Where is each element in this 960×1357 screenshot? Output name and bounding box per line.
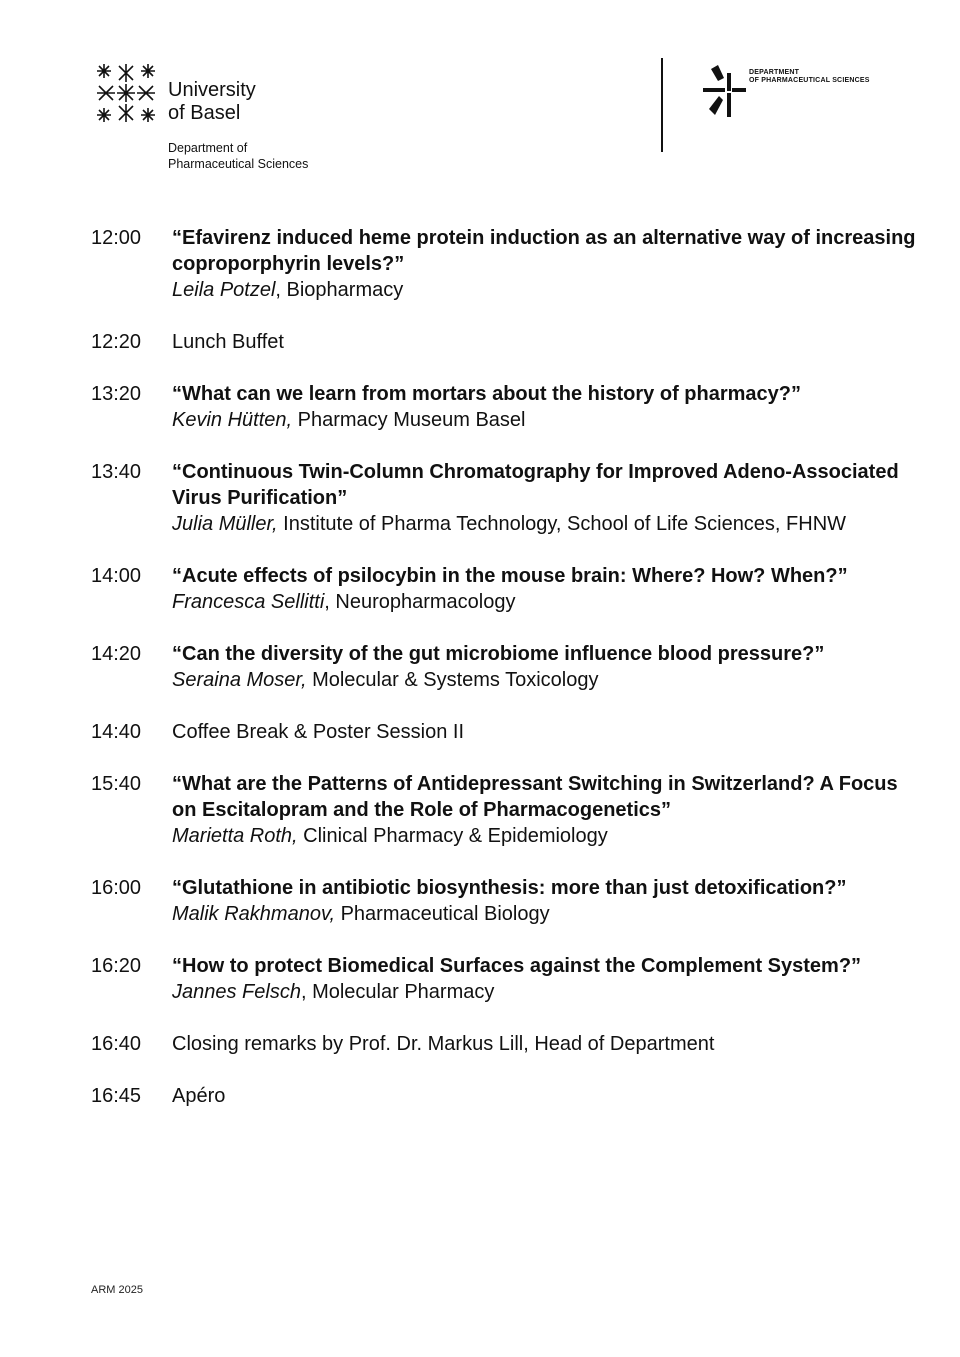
talk-speaker-line	[172, 979, 921, 1005]
department-logo-text-line1: DEPARTMENT	[749, 69, 800, 76]
speaker-name: Seraina Moser,	[172, 669, 307, 691]
entry-time: 13:40	[91, 461, 142, 483]
speaker-name: Julia Müller,	[172, 513, 278, 535]
speaker-name: Francesca Sellitti	[172, 591, 325, 613]
schedule-entry	[91, 1083, 921, 1109]
entry-body	[172, 771, 921, 849]
entry-time: 14:20	[91, 643, 142, 665]
university-logo-icon	[95, 62, 157, 124]
department-logo-icon	[703, 63, 755, 119]
speaker-name: Jannes Felsch	[172, 981, 301, 1003]
department-logo-text	[749, 69, 870, 85]
speaker-name: Malik Rakhmanov,	[172, 903, 336, 925]
talk-title: “Continuous Twin-Column Chromatography for Improved Adeno-Associated Virus Purification”	[172, 461, 899, 509]
speaker-affiliation: Molecular & Systems Toxicology	[306, 669, 599, 691]
footer-label: ARM 2025	[91, 1284, 143, 1296]
entry-time: 14:40	[91, 721, 142, 743]
talk-title: “What are the Patterns of Antidepressant Switching in Switzerland? A Focus on Escitalopram and the Role of Pharmacogenetics”	[172, 773, 898, 821]
entry-body	[172, 641, 921, 693]
entry-text: Apéro	[172, 1085, 226, 1107]
speaker-affiliation: , Molecular Pharmacy	[300, 981, 495, 1003]
talk-speaker-line	[172, 823, 921, 849]
schedule-entry	[91, 953, 921, 1005]
entry-text: Lunch Buffet	[172, 331, 284, 353]
speaker-name: Kevin Hütten,	[172, 409, 293, 431]
speaker-name: Leila Potzel	[172, 279, 276, 301]
talk-title: “Acute effects of psilocybin in the mouse brain: Where? How? When?”	[172, 565, 848, 587]
entry-time: 14:00	[91, 565, 142, 587]
entry-time: 16:00	[91, 877, 142, 899]
entry-time: 15:40	[91, 773, 142, 795]
schedule-list	[91, 225, 921, 1135]
schedule-entry	[91, 381, 921, 433]
schedule-entry	[91, 875, 921, 927]
entry-body	[172, 459, 921, 537]
university-name-line1: University	[168, 79, 256, 101]
talk-title: “Can the diversity of the gut microbiome influence blood pressure?”	[172, 643, 825, 665]
department-label-line2: Pharmaceutical Sciences	[168, 157, 309, 171]
talk-speaker-line	[172, 277, 921, 303]
speaker-affiliation: Institute of Pharma Technology, School of Life Sciences, FHNW	[277, 513, 847, 535]
talk-speaker-line	[172, 589, 921, 615]
header-divider	[661, 58, 663, 152]
speaker-affiliation: Pharmaceutical Biology	[335, 903, 550, 925]
entry-time: 16:45	[91, 1085, 142, 1107]
department-label	[168, 140, 308, 172]
entry-body	[172, 953, 921, 1005]
entry-body	[172, 225, 921, 303]
schedule-entry	[91, 459, 921, 537]
talk-title: “How to protect Biomedical Surfaces against the Complement System?”	[172, 955, 862, 977]
entry-time: 12:00	[91, 227, 142, 249]
talk-title: “What can we learn from mortars about the history of pharmacy?”	[172, 383, 802, 405]
talk-speaker-line	[172, 901, 921, 927]
speaker-affiliation: , Biopharmacy	[275, 279, 404, 301]
university-name-line2: of Basel	[168, 102, 241, 124]
entry-time: 16:40	[91, 1033, 142, 1055]
talk-speaker-line	[172, 667, 921, 693]
department-label-line1: Department of	[168, 141, 248, 155]
speaker-name: Marietta Roth,	[172, 825, 298, 847]
entry-body	[172, 875, 921, 927]
speaker-affiliation: , Neuropharmacology	[324, 591, 516, 613]
talk-speaker-line	[172, 407, 921, 433]
entry-body	[172, 381, 921, 433]
schedule-entry	[91, 563, 921, 615]
entry-time: 16:20	[91, 955, 142, 977]
schedule-entry	[91, 771, 921, 849]
talk-speaker-line	[172, 511, 921, 537]
speaker-affiliation: Clinical Pharmacy & Epidemiology	[297, 825, 608, 847]
schedule-entry	[91, 1031, 921, 1057]
entry-text: Coffee Break & Poster Session II	[172, 721, 465, 743]
schedule-entry	[91, 329, 921, 355]
schedule-entry	[91, 719, 921, 745]
talk-title: “Glutathione in antibiotic biosynthesis: more than just detoxification?”	[172, 877, 847, 899]
talk-title: “Efavirenz induced heme protein induction as an alternative way of increasing coproporphyrin levels?”	[172, 227, 916, 275]
entry-text: Closing remarks by Prof. Dr. Markus Lill, Head of Department	[172, 1033, 715, 1055]
schedule-entry	[91, 641, 921, 693]
speaker-affiliation: Pharmacy Museum Basel	[292, 409, 526, 431]
entry-time: 13:20	[91, 383, 142, 405]
entry-body	[172, 563, 921, 615]
university-name	[168, 79, 256, 125]
schedule-entry	[91, 225, 921, 303]
entry-time: 12:20	[91, 331, 142, 353]
department-logo-text-line2: OF PHARMACEUTICAL SCIENCES	[749, 77, 870, 84]
